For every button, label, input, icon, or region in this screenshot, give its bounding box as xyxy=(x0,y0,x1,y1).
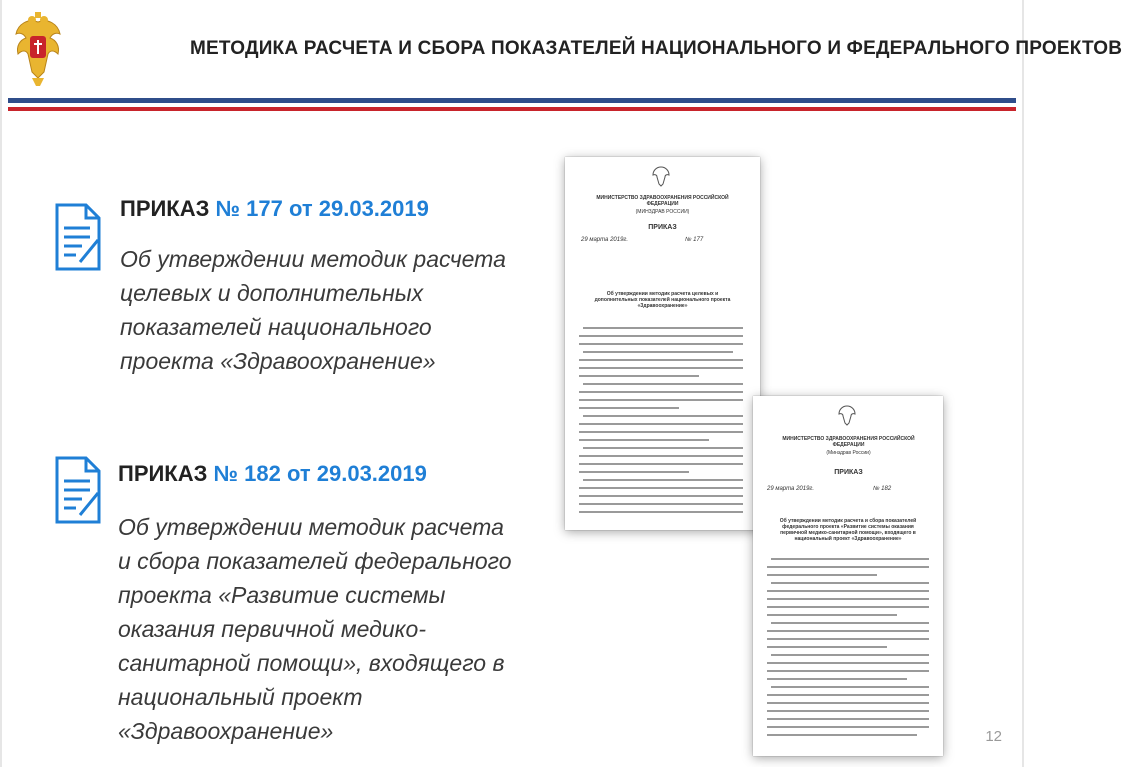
text-line xyxy=(767,638,929,640)
order-2-description: Об утверждении методик расчета и сбора показателей федерального проекта «Развитие системы оказания первичной медико-санитарной помощи», входящего в национальный проект «Здравоохранение» xyxy=(118,514,512,744)
text-line xyxy=(579,343,743,345)
document-icon xyxy=(54,202,102,272)
text-line xyxy=(579,495,743,497)
text-line xyxy=(583,383,743,385)
text-line xyxy=(767,718,929,720)
text-line xyxy=(767,734,917,736)
text-line xyxy=(771,558,929,560)
text-line xyxy=(767,662,929,664)
text-line xyxy=(767,566,929,568)
text-line xyxy=(579,503,743,505)
text-line xyxy=(579,335,743,337)
paper-emblem-icon xyxy=(651,165,671,187)
paper-date: 29 марта 2019г. xyxy=(581,237,629,243)
text-line xyxy=(767,590,929,592)
text-line xyxy=(583,447,743,449)
text-line xyxy=(767,702,929,704)
paper-ministry: МИНИСТЕРСТВО ЗДРАВООХРАНЕНИЯ РОССИЙСКОЙ ФЕДЕРАЦИИ xyxy=(782,436,915,448)
text-line xyxy=(767,694,929,696)
text-line xyxy=(767,678,907,680)
text-line xyxy=(579,463,743,465)
order-182-document-image xyxy=(753,396,943,756)
text-line xyxy=(579,439,709,441)
paper-ministry: МИНИСТЕРСТВО ЗДРАВООХРАНЕНИЯ РОССИЙСКОЙ ФЕДЕРАЦИИ xyxy=(596,195,729,207)
text-line xyxy=(579,391,743,393)
text-line xyxy=(579,487,743,489)
text-line xyxy=(767,606,929,608)
text-line xyxy=(767,574,877,576)
text-line xyxy=(579,471,689,473)
order-1-description: Об утверждении методик расчета целевых и дополнительных показателей национального проекта «Здравоохранение» xyxy=(120,246,506,374)
header-stripe-blue xyxy=(8,98,1016,103)
paper-doc-type: ПРИКАЗ xyxy=(834,469,863,476)
text-line xyxy=(579,431,743,433)
paper-title: Об утверждении методик расчета и сбора показателей федерального проекта «Развитие системы оказания первичной медико-санитарной помощи», входящего в национальный проект «Здравоохранение» xyxy=(779,518,917,542)
text-line xyxy=(767,646,887,648)
text-line xyxy=(767,670,929,672)
text-line xyxy=(771,654,929,656)
paper-number: № 182 xyxy=(873,486,892,492)
text-line xyxy=(767,598,929,600)
text-line xyxy=(579,407,679,409)
paper-subtitle: (МИНЗДРАВ РОССИИ) xyxy=(635,209,690,215)
text-line xyxy=(771,686,929,688)
text-line xyxy=(579,399,743,401)
document-icon xyxy=(54,455,102,525)
text-line xyxy=(579,367,743,369)
text-line xyxy=(771,582,929,584)
header-stripe-red xyxy=(8,107,1016,111)
order-2-number: № 182 от 29.03.2019 xyxy=(213,461,427,486)
page-number: 12 xyxy=(985,728,1002,745)
paper-subtitle: (Минздрав России) xyxy=(826,450,871,456)
text-line xyxy=(771,622,929,624)
text-line xyxy=(579,359,743,361)
paper-title: Об утверждении методик расчета целевых и дополнительных показателей национального проекта «Здравоохранение» xyxy=(594,291,731,309)
text-line xyxy=(579,511,743,513)
text-line xyxy=(767,614,897,616)
text-line xyxy=(583,351,733,353)
order-2-heading xyxy=(118,461,427,487)
page-title: МЕТОДИКА РАСЧЕТА И СБОРА ПОКАЗАТЕЛЕЙ НАЦИОНАЛЬНОГО И ФЕДЕРАЛЬНОГО ПРОЕКТОВ xyxy=(190,38,1122,59)
text-line xyxy=(583,415,743,417)
text-line xyxy=(767,726,929,728)
order-2-prefix: ПРИКАЗ xyxy=(118,461,214,486)
text-line xyxy=(767,630,929,632)
order-1-number: № 177 от 29.03.2019 xyxy=(215,196,429,221)
order-177-document-image xyxy=(565,157,760,530)
order-1-prefix: ПРИКАЗ xyxy=(120,196,216,221)
text-line xyxy=(583,479,743,481)
emblem-icon xyxy=(10,12,66,88)
paper-date: 29 марта 2019г. xyxy=(767,486,815,492)
text-line xyxy=(583,327,743,329)
order-1-heading xyxy=(120,196,429,222)
text-line xyxy=(579,423,743,425)
paper-emblem-icon xyxy=(837,404,857,426)
text-line xyxy=(767,710,929,712)
paper-number: № 177 xyxy=(685,237,704,243)
text-line xyxy=(579,375,699,377)
paper-doc-type: ПРИКАЗ xyxy=(648,224,677,231)
text-line xyxy=(579,455,743,457)
